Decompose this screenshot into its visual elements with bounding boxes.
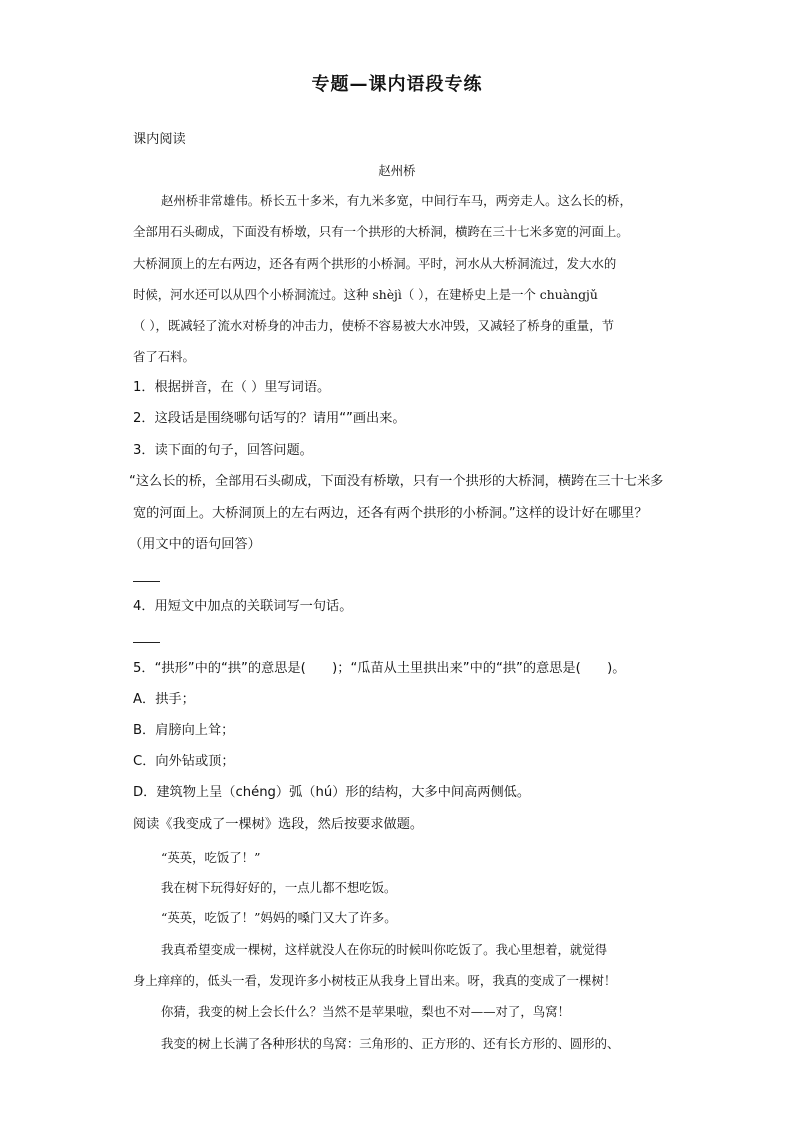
passage-line: 赵州桥非常雄伟。桥长五十多米，有九米多宽，中间行车马，两旁走人。这么长的桥，	[161, 193, 632, 208]
question-5: 5．“拱形”中的“拱”的意思是( )；“瓜苗从土里拱出来”中的“拱”的意思是( )。	[133, 661, 626, 676]
question-4: 4．用短文中加点的关联词写一句话。	[133, 599, 353, 614]
story-line: 我变的树上长满了各种形状的鸟窝：三角形的、正方形的、还有长方形的、圆形的、	[161, 1036, 620, 1051]
story-line: 我在树下玩得好好的，一点儿都不想吃饭。	[161, 880, 397, 895]
question-3-quote: （用文中的语句回答）	[129, 537, 261, 552]
passage-line: 时候，河水还可以从四个小桥洞流过。这种 shèjì（ ），在建桥史上是一个 chuàngjǔ	[133, 287, 598, 302]
story-line: “英英，吃饭了！”妈妈的嗓门又大了许多。	[161, 910, 397, 925]
passage-title: 赵州桥	[378, 163, 416, 178]
page-title: 专题—课内语段专练	[311, 74, 483, 95]
story-line: “英英，吃饭了！”	[161, 850, 261, 865]
passage-line: 大桥洞顶上的左右两边，还各有两个拱形的小桥洞。平时，河水从大桥洞流过，发大水的	[133, 256, 617, 271]
option-b: B．肩膀向上耸；	[133, 723, 235, 738]
story-line: 身上痒痒的，低头一看，发现许多小树枝正从我身上冒出来。呀，我真的变成了一棵树！	[133, 973, 617, 988]
passage-line: （ ），既减轻了流水对桥身的冲击力，使桥不容易被大水冲毁，又减轻了桥身的重量，节	[133, 318, 614, 333]
story-line: 我真希望变成一棵树，这样就没人在你玩的时候叫你吃饭了。我心里想着，就觉得	[161, 942, 608, 957]
question-2: 2．这段话是围绕哪句话写的？请用“”画出来。	[133, 411, 406, 426]
answer-blank	[133, 642, 160, 643]
passage-line: 省了石料。	[133, 349, 195, 364]
answer-blank	[133, 581, 160, 582]
option-d: D．建筑物上呈（chéng）弧（hú）形的结构，大多中间高两侧低。	[133, 785, 531, 800]
story-line: 你猜，我变的树上会长什么？当然不是苹果啦，梨也不对——对了，鸟窝！	[161, 1004, 570, 1019]
question-3: 3．读下面的句子，回答问题。	[133, 443, 313, 458]
option-a: A．拱手；	[133, 692, 195, 707]
option-c: C．向外钻或顶；	[133, 754, 235, 769]
question-3-quote: “这么长的桥，全部用石头砌成，下面没有桥墩，只有一个拱形的大桥洞，横跨在三十七米多	[129, 474, 664, 489]
passage-line: 全部用石头砌成，下面没有桥墩，只有一个拱形的大桥洞，横跨在三十七米多宽的河面上。	[133, 224, 629, 239]
section-heading: 课内阅读	[133, 132, 186, 147]
question-3-quote: 宽的河面上。大桥洞顶上的左右两边，还各有两个拱形的小桥洞。”这样的设计好在哪里？	[133, 506, 648, 521]
question-1: 1．根据拼音，在（ ）里写词语。	[133, 380, 331, 395]
section-heading-2: 阅读《我变成了一棵树》选段，然后按要求做题。	[133, 817, 424, 832]
